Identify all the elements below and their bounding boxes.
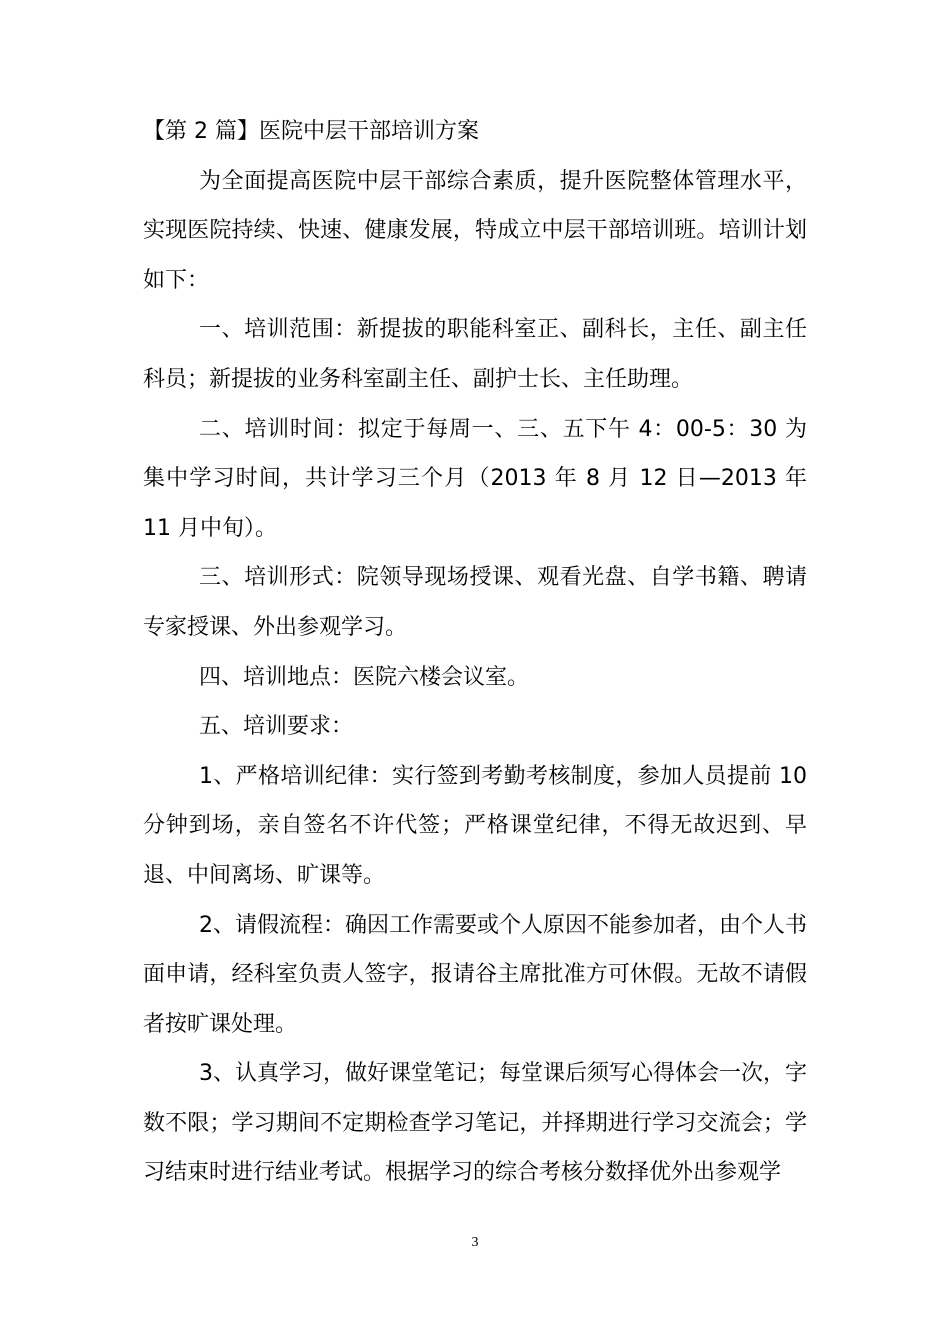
intro-paragraph: 为全面提高医院中层干部综合素质，提升医院整体管理水平，实现医院持续、快速、健康发展，特成立中层干部培训班。培训计划如下：: [143, 168, 807, 293]
requirement-discipline-paragraph: 1、严格培训纪律：实行签到考勤考核制度，参加人员提前 10 分钟到场，亲自签名不许代签；严格课堂纪律，不得无故迟到、早退、中间离场、旷课等。: [143, 763, 807, 888]
requirement-leave-paragraph: 2、请假流程：确因工作需要或个人原因不能参加者，由个人书面申请，经科室负责人签字，报请谷主席批准方可休假。无故不请假者按旷课处理。: [143, 912, 807, 1037]
training-location-paragraph: 四、培训地点：医院六楼会议室。: [199, 664, 530, 690]
requirement-study-paragraph: 3、认真学习，做好课堂笔记；每堂课后须写心得体会一次，字数不限；学习期间不定期检查学习笔记，并择期进行学习交流会；学习结束时进行结业考试。根据学习的综合考核分数择优外出参观学: [143, 1061, 807, 1186]
training-format-paragraph: 三、培训形式：院领导现场授课、观看光盘、自学书籍、聘请专家授课、外出参观学习。: [143, 565, 807, 640]
training-time-paragraph: 二、培训时间：拟定于每周一、三、五下午 4：00-5：30 为集中学习时间，共计学习三个月（2013 年 8 月 12 日—2013 年 11 月中旬）。: [143, 416, 807, 541]
training-scope-paragraph: 一、培训范围：新提拔的职能科室正、副科长，主任、副主任科员；新提拔的业务科室副主任、副护士长、主任助理。: [143, 317, 807, 392]
document-body: [143, 107, 807, 1198]
document-title: 【第 2 篇】医院中层干部培训方案: [143, 119, 479, 144]
training-requirements-heading: 五、培训要求：: [199, 714, 354, 740]
page-number: 3: [471, 1235, 479, 1250]
